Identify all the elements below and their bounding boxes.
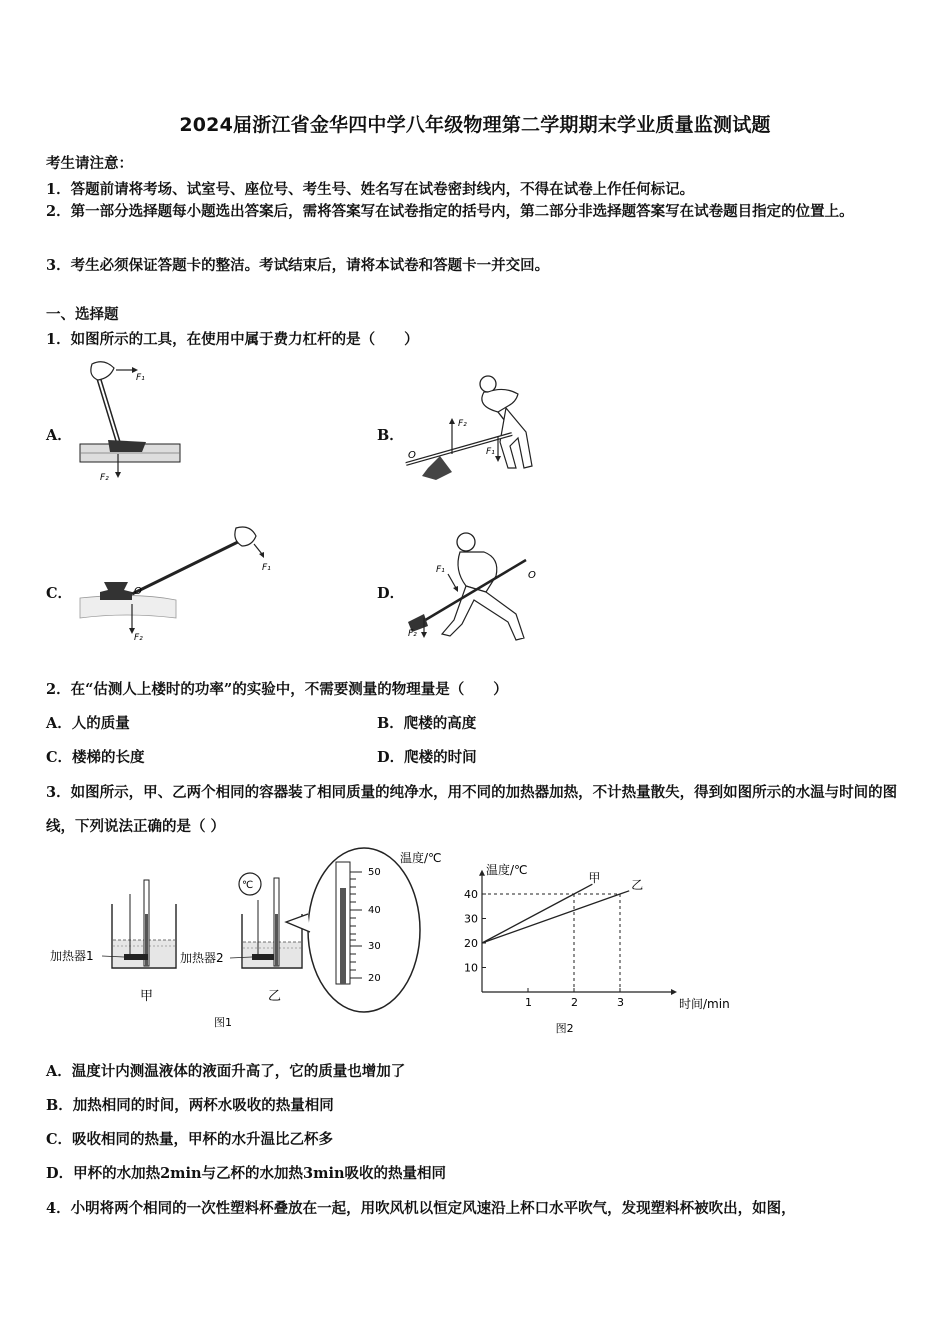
chart-xlabel: 时间/min bbox=[679, 997, 730, 1011]
q2-option-b[interactable]: B．爬楼的高度 bbox=[377, 715, 477, 732]
scale-40: 40 bbox=[368, 905, 381, 916]
notice-item-3: 3．考生必须保证答题卡的整洁。考试结束后，请将本试卷和答题卡一并交回。 bbox=[46, 257, 550, 274]
f2-label: F₂ bbox=[458, 419, 467, 429]
q3-stem: 3．如图所示，甲、乙两个相同的容器装了相同质量的纯净水，用不同的加热器加热，不计热量散失，得到如图所示的水温与时间的图线，下列说法正确的是（ ） bbox=[46, 784, 898, 835]
page-title: 2024届浙江省金华四中学八年级物理第二学期期末学业质量监测试题 bbox=[179, 114, 771, 136]
y-tick-label: 40 bbox=[464, 888, 478, 901]
series-line-jia bbox=[482, 884, 592, 943]
x-tick-label: 3 bbox=[617, 996, 624, 1009]
scale-50: 50 bbox=[368, 867, 381, 878]
q1-option-d[interactable]: D． bbox=[377, 585, 405, 602]
f1-label: F₁ bbox=[436, 565, 445, 575]
f1-label: F₁ bbox=[136, 373, 145, 383]
q3-option-a[interactable]: A．温度计内测温液体的液面升高了，它的质量也增加了 bbox=[46, 1063, 406, 1080]
figure1-caption: 图1 bbox=[214, 1016, 232, 1029]
q3-option-b[interactable]: B．加热相同的时间，两杯水吸收的热量相同 bbox=[46, 1097, 334, 1114]
series-line-yi bbox=[482, 891, 629, 943]
temperature-time-chart bbox=[440, 852, 730, 1036]
thermometer-unit-label: ℃ bbox=[242, 880, 254, 891]
beaker-figure bbox=[46, 844, 466, 1034]
q1-option-a[interactable]: A． bbox=[46, 427, 72, 444]
crowbar-figure bbox=[76, 522, 276, 646]
q1-stem: 1．如图所示的工具，在使用中属于费力杠杆的是（ ） bbox=[46, 331, 419, 348]
y-tick-label: 30 bbox=[464, 912, 478, 926]
temperature-unit-label: 温度/℃ bbox=[400, 851, 442, 865]
q2-stem: 2．在“估测人上楼时的功率”的实验中，不需要测量的物理量是（ ） bbox=[46, 681, 508, 698]
y-tick-label: 20 bbox=[464, 937, 478, 950]
y-tick-label: 10 bbox=[464, 961, 478, 975]
f1-label: F₁ bbox=[486, 447, 495, 457]
q3-option-d[interactable]: D．甲杯的水加热2min与乙杯的水加热3min吸收的热量相同 bbox=[46, 1165, 447, 1182]
x-tick-label: 2 bbox=[571, 996, 578, 1009]
x-tick-label: 1 bbox=[525, 996, 532, 1009]
q4-stem: 4．小明将两个相同的一次性塑料杯叠放在一起，用吹风机以恒定风速沿上杯口水平吹气，发现塑料杯被吹出，如图， bbox=[46, 1200, 796, 1217]
section-heading: 一、选择题 bbox=[46, 306, 119, 323]
q2-option-d[interactable]: D．爬楼的时间 bbox=[377, 749, 477, 766]
q2-option-a[interactable]: A．人的质量 bbox=[46, 715, 130, 732]
notice-item-1: 1．答题前请将考场、试室号、座位号、考生号、姓名写在试卷密封线内，不得在试卷上作任何标记。 bbox=[46, 181, 695, 198]
pivot-o-label: O bbox=[408, 450, 416, 461]
scale-30: 30 bbox=[368, 941, 381, 952]
lever-person-figure bbox=[400, 372, 560, 494]
shovel-figure bbox=[404, 530, 544, 646]
heater2-label: 加热器2 bbox=[180, 951, 224, 965]
heater1-label: 加热器1 bbox=[50, 949, 94, 963]
f1-label: F₁ bbox=[262, 563, 271, 573]
f2-label: F₂ bbox=[134, 633, 143, 643]
x-axis-arrow bbox=[671, 989, 677, 995]
series-label-jia: 甲 bbox=[588, 871, 601, 886]
scale-20: 20 bbox=[368, 973, 381, 984]
pivot-o-label: O bbox=[134, 586, 142, 597]
q2-option-c[interactable]: C．楼梯的长度 bbox=[46, 749, 145, 766]
notice-item-2: 2．第一部分选择题每小题选出答案后，需将答案写在试卷指定的括号内，第二部分非选择题答案写在试卷题目指定的位置上。 bbox=[46, 203, 854, 220]
chart-ylabel: 温度/℃ bbox=[486, 862, 528, 877]
q1-option-b[interactable]: B． bbox=[377, 427, 404, 444]
jia-label: 甲 bbox=[140, 989, 154, 1004]
notice-heading: 考生请注意： bbox=[46, 155, 133, 172]
series-label-yi: 乙 bbox=[631, 877, 644, 892]
hammer-figure bbox=[76, 356, 186, 486]
f2-label: F₂ bbox=[100, 473, 109, 483]
yi-label: 乙 bbox=[268, 989, 282, 1004]
q1-option-c[interactable]: C． bbox=[46, 585, 73, 602]
pivot-o-label: O bbox=[528, 570, 536, 581]
q3-option-c[interactable]: C．吸收相同的热量，甲杯的水升温比乙杯多 bbox=[46, 1131, 334, 1148]
f2-label: F₂ bbox=[408, 629, 417, 639]
figure2-caption: 图2 bbox=[555, 1022, 574, 1035]
y-axis-arrow bbox=[479, 870, 485, 876]
